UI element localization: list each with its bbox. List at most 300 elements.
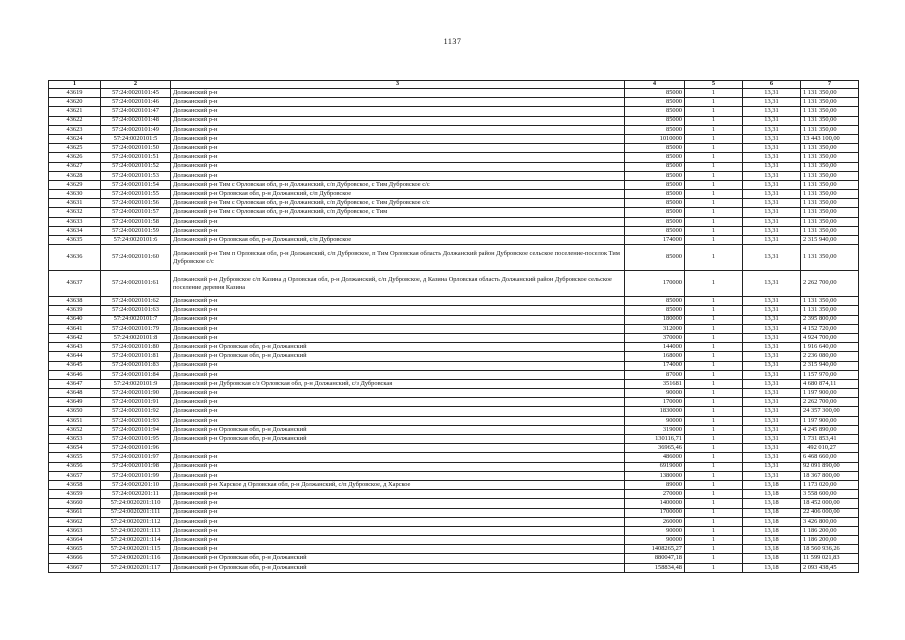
table-cell: 85000 (625, 153, 685, 162)
table-cell: 13,31 (743, 271, 801, 297)
table-row (49, 107, 859, 116)
table-cell: 43662 (49, 517, 101, 526)
table-row (49, 89, 859, 98)
table-cell: 57:24:0020101:54 (101, 180, 171, 189)
table-cell: 13,31 (743, 306, 801, 315)
table-row (49, 324, 859, 333)
table-cell: 1 (685, 444, 743, 453)
table-cell: 1 (685, 352, 743, 361)
table-cell: 13,31 (743, 297, 801, 306)
table-cell: 18 560 936,26 (801, 545, 859, 554)
table-cell: 4 924 700,00 (801, 333, 859, 342)
table-row (49, 271, 859, 297)
table-cell: 57:24:0020201:116 (101, 554, 171, 563)
table-cell: 57:24:0020101:9 (101, 379, 171, 388)
table-cell: 1 (685, 554, 743, 563)
table-cell: 90000 (625, 416, 685, 425)
table-row (49, 217, 859, 226)
table-cell: 13,31 (743, 162, 801, 171)
table-cell: Должанский р-н (171, 389, 625, 398)
table-cell: 1 (685, 306, 743, 315)
table-cell: 1 (685, 545, 743, 554)
table-cell: 13,31 (743, 171, 801, 180)
table-cell: 57:24:0020101:6 (101, 236, 171, 245)
table-cell: Должанский р-н (171, 153, 625, 162)
table-cell: 1 (685, 343, 743, 352)
table-row (49, 545, 859, 554)
table-cell: 1 (685, 508, 743, 517)
table-cell: 1 186 200,00 (801, 526, 859, 535)
table-cell: 13,18 (743, 508, 801, 517)
column-header: 1 (49, 81, 101, 89)
table-cell: 57:24:0020101:94 (101, 425, 171, 434)
table-cell: Должанский р-н Тим п Орловская обл, р-н Должанский, с/п Дубровское, п Тим Орловская область Должанский район Дубровское сельское поселение-поселок Тим Дубровское с/с (171, 245, 625, 271)
table-row (49, 398, 859, 407)
table-cell: 1 (685, 333, 743, 342)
table-cell: 1 (685, 499, 743, 508)
table-cell: 1 (685, 324, 743, 333)
table-cell: 43631 (49, 199, 101, 208)
table-cell: 1700000 (625, 508, 685, 517)
table-cell: 13,18 (743, 480, 801, 489)
table-cell: Должанский р-н (171, 125, 625, 134)
table-cell: 1 131 350,00 (801, 306, 859, 315)
table-cell: 1010000 (625, 134, 685, 143)
table-cell: 13,31 (743, 217, 801, 226)
table-cell: 92 091 890,00 (801, 462, 859, 471)
table-cell: 1 (685, 297, 743, 306)
table-cell: 43656 (49, 462, 101, 471)
column-header: 7 (801, 81, 859, 89)
table-row (49, 480, 859, 489)
table-cell: 270000 (625, 490, 685, 499)
table-cell: Должанский р-н (171, 107, 625, 116)
table-cell: 57:24:0020201:10 (101, 480, 171, 489)
table-cell: 57:24:0020101:62 (101, 297, 171, 306)
table-cell: Должанский р-н (171, 306, 625, 315)
table-cell: 3 426 800,00 (801, 517, 859, 526)
table-cell: 85000 (625, 171, 685, 180)
table-cell: 43628 (49, 171, 101, 180)
table-cell: 13,31 (743, 208, 801, 217)
table-cell: 2 395 800,00 (801, 315, 859, 324)
table-row (49, 343, 859, 352)
table-cell: 13,31 (743, 453, 801, 462)
table-cell: 57:24:0020101:48 (101, 116, 171, 125)
table-cell: 85000 (625, 217, 685, 226)
table-cell: 13,18 (743, 499, 801, 508)
table-cell: 13,18 (743, 536, 801, 545)
table-cell: 2 315 940,00 (801, 236, 859, 245)
table-cell: 13,31 (743, 98, 801, 107)
table-cell: 1 (685, 134, 743, 143)
table-row (49, 352, 859, 361)
table-cell: 85000 (625, 190, 685, 199)
table-row (49, 315, 859, 324)
table-cell: 43659 (49, 490, 101, 499)
table-cell: 13,31 (743, 134, 801, 143)
table-cell: 170000 (625, 271, 685, 297)
table-cell: Должанский р-н (171, 370, 625, 379)
table-cell: 43665 (49, 545, 101, 554)
table-cell: 43648 (49, 389, 101, 398)
table-cell: 130116,71 (625, 435, 685, 444)
table-row (49, 499, 859, 508)
table-cell: 57:24:0020101:46 (101, 98, 171, 107)
table-cell: 13,31 (743, 352, 801, 361)
column-header: 4 (625, 81, 685, 89)
table-cell: 85000 (625, 226, 685, 235)
table-cell: 43643 (49, 343, 101, 352)
table-cell: 13,31 (743, 361, 801, 370)
table-cell: 43660 (49, 499, 101, 508)
table-cell: 57:24:0020101:5 (101, 134, 171, 143)
table-cell: 1380000 (625, 471, 685, 480)
table-row (49, 144, 859, 153)
table-cell: 43639 (49, 306, 101, 315)
table-cell: 43653 (49, 435, 101, 444)
table-cell: 57:24:0020101:95 (101, 435, 171, 444)
table-cell: 1 131 350,00 (801, 217, 859, 226)
table-cell: 1 (685, 453, 743, 462)
table-cell: Должанский р-н Орловская обл, р-н Должанский (171, 343, 625, 352)
table-cell: Должанский р-н (171, 499, 625, 508)
table-cell: 158834,48 (625, 563, 685, 572)
table-cell: 57:24:0020101:83 (101, 361, 171, 370)
table-cell: 1 (685, 226, 743, 235)
table-cell: 43623 (49, 125, 101, 134)
table-cell: 43666 (49, 554, 101, 563)
table-cell: 43651 (49, 416, 101, 425)
table-cell: 85000 (625, 125, 685, 134)
table-cell: 43626 (49, 153, 101, 162)
table-cell: Должанский р-н (171, 324, 625, 333)
table-cell: 43621 (49, 107, 101, 116)
table-row (49, 370, 859, 379)
table-cell: 1 (685, 315, 743, 324)
table-cell: 43658 (49, 480, 101, 489)
table-cell: Должанский р-н Орловская обл, р-н Должанский, с/п Дубровское (171, 236, 625, 245)
table-row (49, 536, 859, 545)
table-cell: 13,31 (743, 144, 801, 153)
table-cell: 13,31 (743, 416, 801, 425)
table-cell: 43663 (49, 526, 101, 535)
table-cell: 57:24:0020101:91 (101, 398, 171, 407)
table-cell: 90000 (625, 536, 685, 545)
table-row (49, 297, 859, 306)
table-cell: 351681 (625, 379, 685, 388)
table-cell: 57:24:0020101:57 (101, 208, 171, 217)
table-cell: 1 (685, 153, 743, 162)
table-cell: 87000 (625, 370, 685, 379)
table-cell: 1 (685, 217, 743, 226)
table-cell: 2 262 700,00 (801, 398, 859, 407)
table-cell: 13,31 (743, 389, 801, 398)
table-cell: Должанский р-н (171, 98, 625, 107)
table-cell: 90000 (625, 389, 685, 398)
table-cell: 57:24:0020101:96 (101, 444, 171, 453)
table-row (49, 444, 859, 453)
table-row (49, 98, 859, 107)
table-cell: 1 131 350,00 (801, 297, 859, 306)
table-cell: 85000 (625, 208, 685, 217)
table-cell: 1 (685, 144, 743, 153)
table-cell: 2 236 080,00 (801, 352, 859, 361)
table-cell: 43649 (49, 398, 101, 407)
table-cell: 13,31 (743, 245, 801, 271)
column-header: 3 (171, 81, 625, 89)
table-row (49, 425, 859, 434)
table-cell: 85000 (625, 306, 685, 315)
table-cell: 13,31 (743, 107, 801, 116)
table-cell: Должанский р-н Орловская обл, р-н Должанский (171, 352, 625, 361)
table-cell: Должанский р-н Орловская обл, р-н Должанский (171, 425, 625, 434)
table-cell: 1 (685, 526, 743, 535)
table-cell: 2 093 438,45 (801, 563, 859, 572)
table-cell: 43636 (49, 245, 101, 271)
table-cell: 1 (685, 89, 743, 98)
table-cell: 1 (685, 536, 743, 545)
table-cell: 43630 (49, 190, 101, 199)
table-cell: 43664 (49, 536, 101, 545)
table-row (49, 208, 859, 217)
table-cell: 13,31 (743, 379, 801, 388)
table-cell: 57:24:0020101:92 (101, 407, 171, 416)
table-cell: 1 (685, 162, 743, 171)
table-cell: 43629 (49, 180, 101, 189)
table-cell: 1 131 350,00 (801, 144, 859, 153)
table-cell: Должанский р-н Тим с Орловская обл, р-н Должанский, с/п Дубровское, с Тим Дубровское с/с (171, 199, 625, 208)
table-cell: Должанский р-н (171, 315, 625, 324)
table-cell: 1 (685, 480, 743, 489)
table-cell: 57:24:0020101:59 (101, 226, 171, 235)
table-cell: 1 186 200,00 (801, 536, 859, 545)
table-cell: Должанский р-н (171, 545, 625, 554)
table-cell: Должанский р-н (171, 361, 625, 370)
table-cell: Должанский р-н (171, 297, 625, 306)
table-cell: 43650 (49, 407, 101, 416)
table-row (49, 407, 859, 416)
table-cell: 18 367 800,00 (801, 471, 859, 480)
table-cell: 85000 (625, 297, 685, 306)
table-row (49, 116, 859, 125)
table-row (49, 517, 859, 526)
table-cell: 57:24:0020101:55 (101, 190, 171, 199)
table-cell: 1 197 900,00 (801, 416, 859, 425)
table-cell: Должанский р-н Харское д Орловская обл, р-н Должанский, с/п Дубровское, д Харское (171, 480, 625, 489)
table-row (49, 416, 859, 425)
table-cell: 13,31 (743, 315, 801, 324)
table-cell: 57:24:0020101:50 (101, 144, 171, 153)
table-cell: 174000 (625, 236, 685, 245)
table-cell: 1 (685, 462, 743, 471)
table-cell: 57:24:0020101:8 (101, 333, 171, 342)
table-row (49, 333, 859, 342)
table-cell: 1 131 350,00 (801, 89, 859, 98)
table-cell: 57:24:0020201:11 (101, 490, 171, 499)
table-cell: 85000 (625, 199, 685, 208)
table-cell: 13,31 (743, 444, 801, 453)
table-cell: Должанский р-н (171, 471, 625, 480)
table-cell: 13,31 (743, 153, 801, 162)
table-cell: 13,31 (743, 370, 801, 379)
table-cell: 1 (685, 389, 743, 398)
table-cell: 43652 (49, 425, 101, 434)
table-row (49, 508, 859, 517)
table-cell: 57:24:0020101:56 (101, 199, 171, 208)
table-cell: 57:24:0020101:51 (101, 153, 171, 162)
table-cell: 43646 (49, 370, 101, 379)
table-cell: 85000 (625, 98, 685, 107)
table-cell: 57:24:0020101:93 (101, 416, 171, 425)
table-cell: 1 (685, 361, 743, 370)
table-cell: Должанский р-н Орловская обл, р-н Должанский (171, 554, 625, 563)
table-cell: 24 357 300,00 (801, 407, 859, 416)
table-cell: 1 (685, 490, 743, 499)
table-cell: 13,18 (743, 545, 801, 554)
table-cell: 1 (685, 199, 743, 208)
table-cell: 43645 (49, 361, 101, 370)
table-cell: 13,31 (743, 190, 801, 199)
table-row (49, 462, 859, 471)
table-row (49, 125, 859, 134)
table-cell: 43657 (49, 471, 101, 480)
table-cell: Должанский р-н (171, 171, 625, 180)
table-cell: 13,31 (743, 116, 801, 125)
cadastral-value-table (48, 80, 859, 573)
table-cell: 43624 (49, 134, 101, 143)
table-cell: 57:24:0020101:52 (101, 162, 171, 171)
table-cell: Должанский р-н Дубровская с/з Орловская обл, р-н Должанский, с/з Дубровская (171, 379, 625, 388)
table-cell: 57:24:0020101:80 (101, 343, 171, 352)
table-cell: 13 443 100,00 (801, 134, 859, 143)
column-header: 6 (743, 81, 801, 89)
table-cell: 1 731 853,41 (801, 435, 859, 444)
table-cell: 1 916 640,00 (801, 343, 859, 352)
table-row (49, 199, 859, 208)
table-cell: 85000 (625, 144, 685, 153)
table-cell: 43661 (49, 508, 101, 517)
table-cell: 13,31 (743, 398, 801, 407)
table-cell: 13,31 (743, 435, 801, 444)
table-cell: 312000 (625, 324, 685, 333)
table-cell: 36965,46 (625, 444, 685, 453)
table-cell: 4 152 720,00 (801, 324, 859, 333)
table-cell: 13,31 (743, 343, 801, 352)
table-cell: 57:24:0020201:111 (101, 508, 171, 517)
table-cell: Должанский р-н (171, 89, 625, 98)
table-row (49, 171, 859, 180)
table-cell: 1 131 350,00 (801, 190, 859, 199)
table-cell: 2 262 700,00 (801, 271, 859, 297)
table-row (49, 453, 859, 462)
table-row (49, 379, 859, 388)
table-cell: 57:24:0020101:45 (101, 89, 171, 98)
table-cell: Должанский р-н (171, 536, 625, 545)
table-cell: 1830000 (625, 407, 685, 416)
table-cell: 43654 (49, 444, 101, 453)
table-cell: 1 131 350,00 (801, 125, 859, 134)
table-row (49, 226, 859, 235)
table-cell: Должанский р-н (171, 162, 625, 171)
table-cell: 1 131 350,00 (801, 171, 859, 180)
table-cell: 57:24:0020101:97 (101, 453, 171, 462)
table-cell: 260000 (625, 517, 685, 526)
table-cell: Должанский р-н (171, 462, 625, 471)
table-cell: 43641 (49, 324, 101, 333)
table-cell: 89000 (625, 480, 685, 489)
table-row (49, 180, 859, 189)
table-cell: Должанский р-н Дубровское с/п Казина д Орловская обл, р-н Должанский, с/п Дубровское, д Казина Орловская область Должанский район Дубровское сельское поселение деревня Казина (171, 271, 625, 297)
table-cell: 168000 (625, 352, 685, 361)
table-cell: Должанский р-н Орловская обл, р-н Должанский (171, 435, 625, 444)
table-cell: 1 (685, 379, 743, 388)
table-cell: Должанский р-н Тим с Орловская обл, р-н Должанский, с/п Дубровское, с Тим Дубровское с/с (171, 180, 625, 189)
table-cell: 57:24:0020201:112 (101, 517, 171, 526)
table-cell: Должанский р-н (171, 398, 625, 407)
table-cell: 1 (685, 125, 743, 134)
table-cell: 85000 (625, 245, 685, 271)
table-cell: 1 (685, 116, 743, 125)
table-cell: Должанский р-н (171, 217, 625, 226)
table-cell: Должанский р-н (171, 333, 625, 342)
table-cell: 57:24:0020101:84 (101, 370, 171, 379)
table-cell: 22 406 000,00 (801, 508, 859, 517)
table-cell: 43655 (49, 453, 101, 462)
table-cell: 43627 (49, 162, 101, 171)
table-cell: 85000 (625, 180, 685, 189)
table-cell: 180000 (625, 315, 685, 324)
table-cell: Должанский р-н (171, 453, 625, 462)
table-cell: 1408265,27 (625, 545, 685, 554)
table-cell: 6919000 (625, 462, 685, 471)
table-cell: 18 452 000,00 (801, 499, 859, 508)
table-cell: 1 (685, 471, 743, 480)
table-cell: 1 (685, 563, 743, 572)
table-row (49, 490, 859, 499)
table-cell: 486000 (625, 453, 685, 462)
table-cell: 1 (685, 245, 743, 271)
table-cell: 13,31 (743, 226, 801, 235)
table-cell: 13,31 (743, 324, 801, 333)
table-cell: 2 315 940,00 (801, 361, 859, 370)
table-cell: 1400000 (625, 499, 685, 508)
table-cell: 1 (685, 208, 743, 217)
table-cell: 1 (685, 517, 743, 526)
table-cell: 43667 (49, 563, 101, 572)
table-cell: 1 (685, 236, 743, 245)
table-row (49, 306, 859, 315)
table-cell: 57:24:0020101:60 (101, 245, 171, 271)
table-cell: 43635 (49, 236, 101, 245)
table-cell: 43620 (49, 98, 101, 107)
table-row (49, 554, 859, 563)
table-cell: 1 (685, 407, 743, 416)
table-cell: 57:24:0020101:61 (101, 271, 171, 297)
table-cell: 85000 (625, 162, 685, 171)
table-cell: 43638 (49, 297, 101, 306)
table-cell: Должанский р-н (171, 134, 625, 143)
table-cell: Должанский р-н Тим с Орловская обл, р-н Должанский, с/п Дубровское, с Тим (171, 208, 625, 217)
table-cell: Должанский р-н (171, 508, 625, 517)
table-row (49, 563, 859, 572)
table-cell: 319000 (625, 425, 685, 434)
table-cell: 90000 (625, 526, 685, 535)
table-cell: 1 (685, 98, 743, 107)
table-cell: 1 (685, 171, 743, 180)
table-cell: 880047,18 (625, 554, 685, 563)
table-cell: 1 131 350,00 (801, 180, 859, 189)
